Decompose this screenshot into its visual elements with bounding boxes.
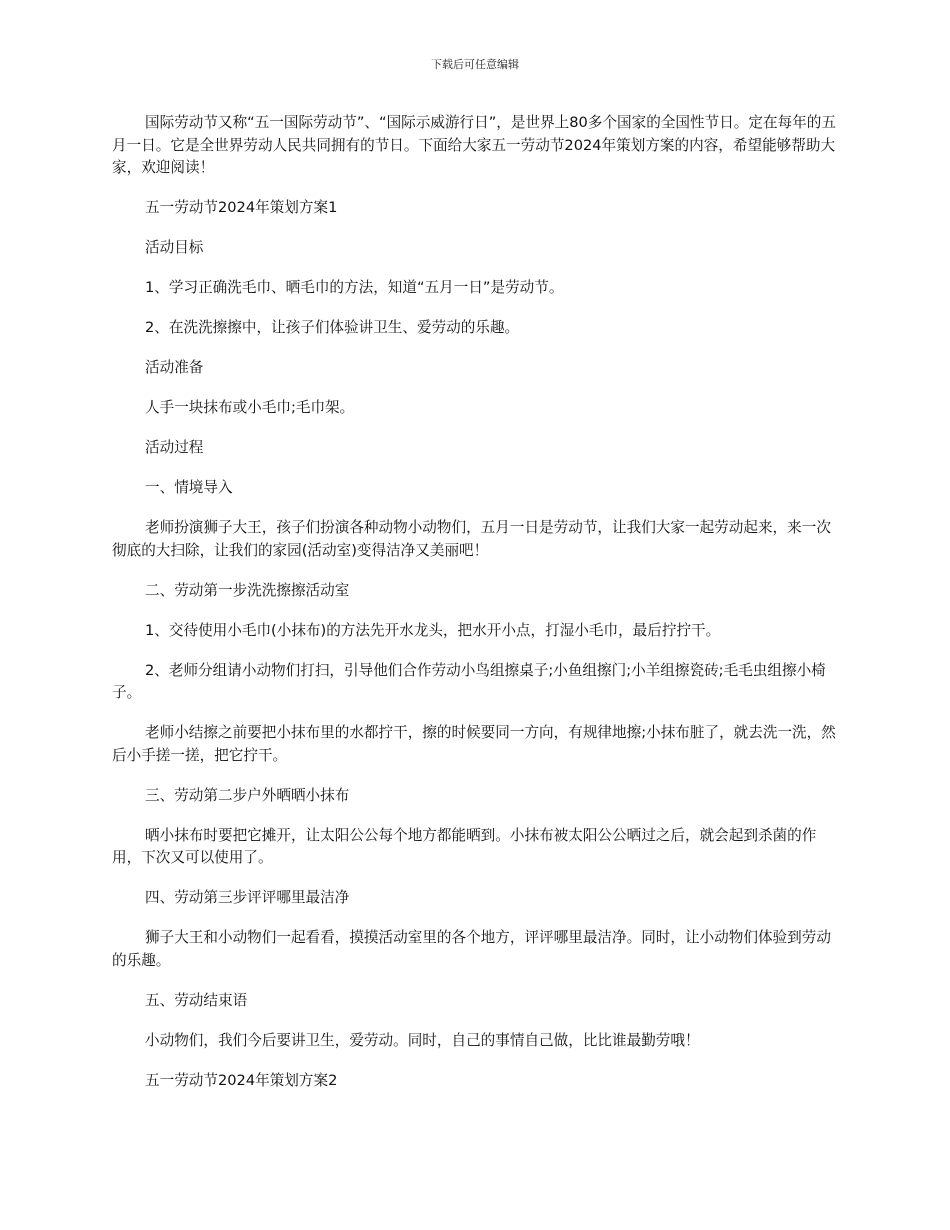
section-title-plan-2: 五一劳动节2024年策划方案2 [145,1071,338,1089]
goal-item-1: 1、学习正确洗毛巾、晒毛巾的方法，知道“五月一日”是劳动节。 [145,279,564,296]
subheading-goals: 活动目标 [145,239,204,256]
section-title-plan-1: 五一劳动节2024年策划方案1 [145,199,338,216]
step-heading-4: 四、劳动第三步评评哪里最洁净 [145,889,350,906]
page-header: 下载后可任意编辑 [431,58,519,71]
step-heading-5: 五、劳动结束语 [145,991,248,1009]
intro-paragraph: 国际劳动节又称“五一国际劳动节”、“国际示威游行日”，是世界上80多个国家的全国性节日。定在每年的五月一日。它是全世界劳动人民共同拥有的节日。下面给大家五一劳动节2024年策划方案的内容，希望能够帮助大家，欢迎阅读！ [112,114,836,176]
step-2-item-2: 2、老师分组请小动物们打扫，引导他们合作劳动小鸟组擦桌子;小鱼组擦门;小羊组擦瓷砖;毛毛虫组擦小椅子。 [112,661,826,701]
step-heading-1: 一、情境导入 [145,479,233,496]
step-5-text: 小动物们，我们今后要讲卫生，爱劳动。同时，自己的事情自己做，比比谁最勤劳哦！ [145,1031,700,1049]
step-4-text: 狮子大王和小动物们一起看看，摸摸活动室里的各个地方，评评哪里最洁净。同时，让小动物们体验到劳动的乐趣。 [112,929,831,969]
step-2-summary: 老师小结擦之前要把小抹布里的水都拧干，擦的时候要同一方向，有规律地擦;小抹布脏了，就去洗一洗，然后小手搓一搓，把它拧干。 [112,724,836,764]
goal-item-2: 2、在洗洗擦擦中，让孩子们体验讲卫生、爱劳动的乐趣。 [145,319,520,336]
step-heading-3: 三、劳动第二步户外晒晒小抹布 [145,786,350,804]
step-2-item-1: 1、交待使用小毛巾(小抹布)的方法先开水龙头，把水开小点，打湿小毛巾，最后拧拧干。 [145,621,721,639]
preparation-text: 人手一块抹布或小毛巾;毛巾架。 [145,399,355,416]
document-body [112,112,838,1110]
step-3-text: 晒小抹布时要把它摊开，让太阳公公每个地方都能晒到。小抹布被太阳公公晒过之后，就会起到杀菌的作用，下次又可以使用了。 [112,826,817,866]
subheading-preparation: 活动准备 [145,359,204,376]
step-heading-2: 二、劳动第一步洗洗擦擦活动室 [145,581,350,599]
step-1-text: 老师扮演狮子大王，孩子们扮演各种动物小动物们，五月一日是劳动节，让我们大家一起劳动起来，来一次彻底的大扫除，让我们的家园(活动室)变得洁净又美丽吧！ [112,519,831,559]
subheading-process: 活动过程 [145,439,204,456]
